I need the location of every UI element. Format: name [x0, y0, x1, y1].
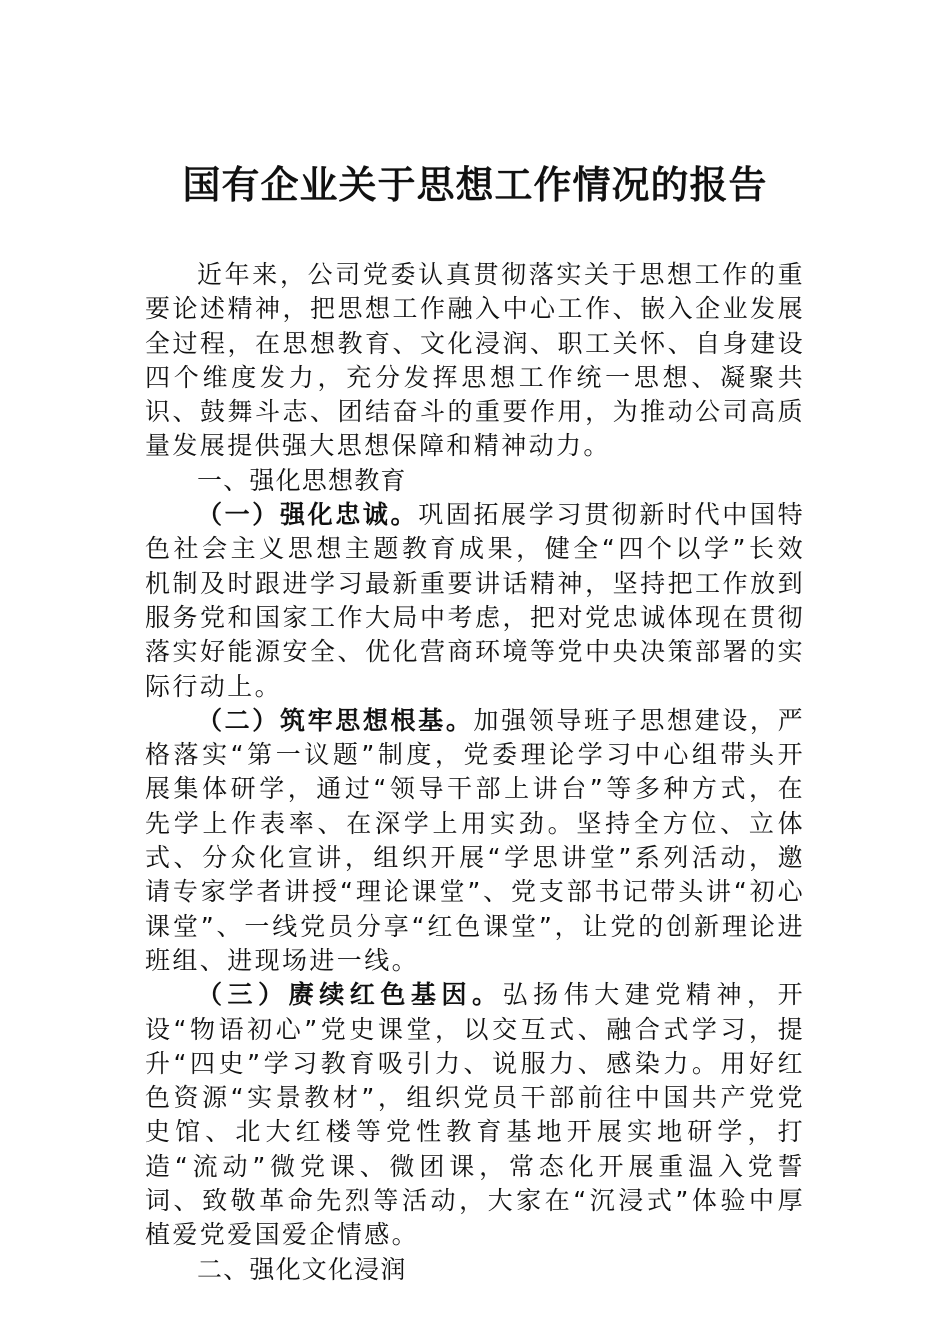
item-lead-3: （三）赓续红色基因。: [197, 980, 503, 1010]
item-paragraph-2: [145, 704, 805, 978]
item-text-3: 弘扬伟大建党精神，开设“物语初心”党史课堂，以交互式、融合式学习，提升“四史”学习教育吸引力、说服力、感染力。用好红色资源“实景教材”，组织党员干部前往中国共产党党史馆、北大红楼等党性教育基地开展实地研学，打造“流动”微党课、微团课，常态化开展重温入党誓词、致敬革命先烈等活动，大家在“沉浸式”体验中厚植爱党爱国爱企情感。: [145, 980, 805, 1250]
item-paragraph-3: [145, 978, 805, 1252]
item-lead-2: （二）筑牢思想根基。: [197, 705, 474, 735]
section-heading-2: 二、强化文化浸润: [197, 1254, 407, 1284]
intro-paragraph: 近年来，公司党委认真贯彻落实关于思想工作的重要论述精神，把思想工作融入中心工作、嵌入企业发展全过程，在思想教育、文化浸润、职工关怀、自身建设四个维度发力，充分发挥思想工作统一思想、凝聚共识、鼓舞斗志、团结奋斗的重要作用，为推动公司高质量发展提供强大思想保障和精神动力。: [145, 260, 805, 461]
document-title: 国有企业关于思想工作情况的报告: [182, 162, 768, 207]
item-paragraph-1: [145, 498, 805, 704]
item-text-1: 巩固拓展学习贯彻新时代中国特色社会主义思想主题教育成果，健全“四个以学”长效机制及时跟进学习最新重要讲话精神，坚持把工作放到服务党和国家工作大局中考虑，把对党忠诚体现在贯彻落实好能源安全、优化营商环境等党中央决策部署的实际行动上。: [145, 500, 806, 701]
item-text-2: 加强领导班子思想建设，严格落实“第一议题”制度，党委理论学习中心组带头开展集体研学，通过“领导干部上讲台”等多种方式，在先学上作表率、在深学上用实劲。坚持全方位、立体式、分众化宣讲，组织开展“学思讲堂”系列活动，邀请专家学者讲授“理论课堂”、党支部书记带头讲“初心课堂”、一线党员分享“红色课堂”，让党的创新理论进班组、进现场进一线。: [145, 705, 805, 975]
section-heading-1: 一、强化思想教育: [197, 465, 407, 495]
document-body: [145, 258, 805, 1287]
item-lead-1: （一）强化忠诚。: [197, 500, 419, 530]
